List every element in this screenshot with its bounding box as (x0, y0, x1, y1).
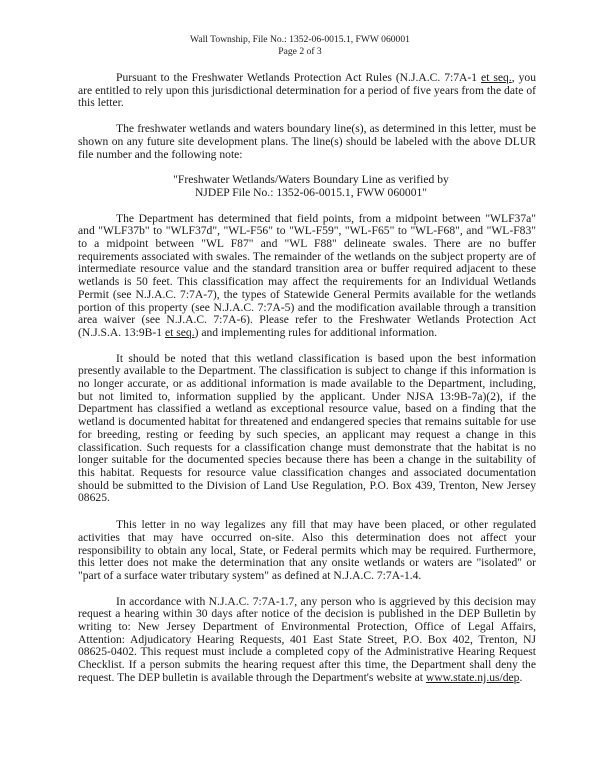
paragraph-boundary-lines: The freshwater wetlands and waters boundary line(s), as determined in this letter, must be shown on any future site development plans. The line(s) should be labeled with the above DLUR file number and the following note: (78, 122, 536, 161)
paragraph-text: The Department has determined that field points, from a midpoint between "WLF37a" and "WLF37b" to "WLF37d", "WL-F56" to "WL-F59", "WL-F65" to "WL-F68", and "WL-F83" to a midpoint between "WL F87" and "WL F88" delineate swales. There are no buffer requirements associated with swales. The remainder of the wetlands on the subject property are of intermediate resource value and the standard transition area or buffer required adjacent to these wetlands is 50 feet. This classification may affect the requirements for an Individual Wetlands Permit (see N.J.A.C. 7:7A-7), the types of Statewide General Permits available for the wetlands portion of this property (see N.J.A.C. 7:7A-5) and the modification available through a transition area waiver (see N.J.A.C. 7:7A-6). Please refer to the Freshwater Wetlands Protection Act (N.J.S.A. 13:9B-1 (78, 211, 536, 339)
header-file-reference: Wall Township, File No.: 1352-06-0015.1, FWW 060001 (190, 34, 410, 45)
dep-website-link[interactable]: www.state.nj.us/dep (425, 670, 520, 684)
boundary-line-note (78, 174, 536, 199)
paragraph-text: ) and implementing rules for additional information. (194, 325, 438, 339)
note-line-2: NJDEP File No.: 1352-06-0015.1, FWW 060001" (194, 185, 428, 199)
paragraph-field-points (78, 213, 536, 340)
header-page-number: Page 2 of 3 (278, 46, 322, 57)
et-seq-reference: et seq. (481, 71, 512, 84)
page-header (0, 34, 600, 58)
paragraph-legalization-disclaimer: This letter in no way legalizes any fill that may have been placed, or other regulated activities that may have occurred on-site. Also this determination does not affect your responsibility to obtain any local, State, or Federal permits which may be required. Furthermore, this letter does not make the determination that any onsite wetlands or waters are "isolated" or "part of a surface water tributary system" as defined at N.J.A.C. 7:7A-1.4. (78, 518, 536, 582)
et-seq-reference: et seq. (164, 325, 195, 339)
paragraph-hearing-request (78, 596, 536, 685)
paragraph-text: , you are entitled to rely upon this jurisdictional determination for a period of five years from the date of this letter. (78, 71, 536, 110)
paragraph-text: . (519, 670, 523, 684)
paragraph-text: Pursuant to the Freshwater Wetlands Protection Act Rules (N.J.A.C. 7:7A-1 (116, 71, 482, 84)
note-line-1: "Freshwater Wetlands/Waters Boundary Line as verified by (173, 173, 449, 187)
letter-body (78, 72, 536, 698)
paragraph-reliance-period (78, 72, 536, 110)
paragraph-text: In accordance with N.J.A.C. 7:7A-1.7, any person who is aggrieved by this decision may request a hearing within 30 days after notice of the decision is published in the DEP Bulletin by writing to: New Jersey Department of Environmental Protection, Office of Legal Affairs, Attention: Adjudicatory Hearing Requests, 401 East State Street, P.O. Box 402, Trenton, NJ 08625-0402. This request must include a completed copy of the Administrative Hearing Request Checklist. If a person submits the hearing request after this time, the Department shall deny the request. The DEP bulletin is available through the Department's website at (78, 594, 536, 684)
paragraph-classification-note: It should be noted that this wetland classification is based upon the best information presently available to the Department. The classification is subject to change if this information is no longer accurate, or as additional information is made available to the Department, including, but not limited to, information supplied by the applicant. Under NJSA 13:9B-7a)(2), if the Department has classified a wetland as exceptional resource value, based on a finding that the wetland is documented habitat for threatened and endangered species that remains suitable for use for breeding, resting or feeding by such species, an applicant may request a change in this classification. Such requests for a classification change must demonstrate that the habitat is no longer suitable for the documented species because there has been a change in the suitability of this habitat. Requests for resource value classification changes and associated documentation should be submitted to the Division of Land Use Regulation, P.O. Box 439, Trenton, New Jersey 08625. (78, 351, 536, 505)
